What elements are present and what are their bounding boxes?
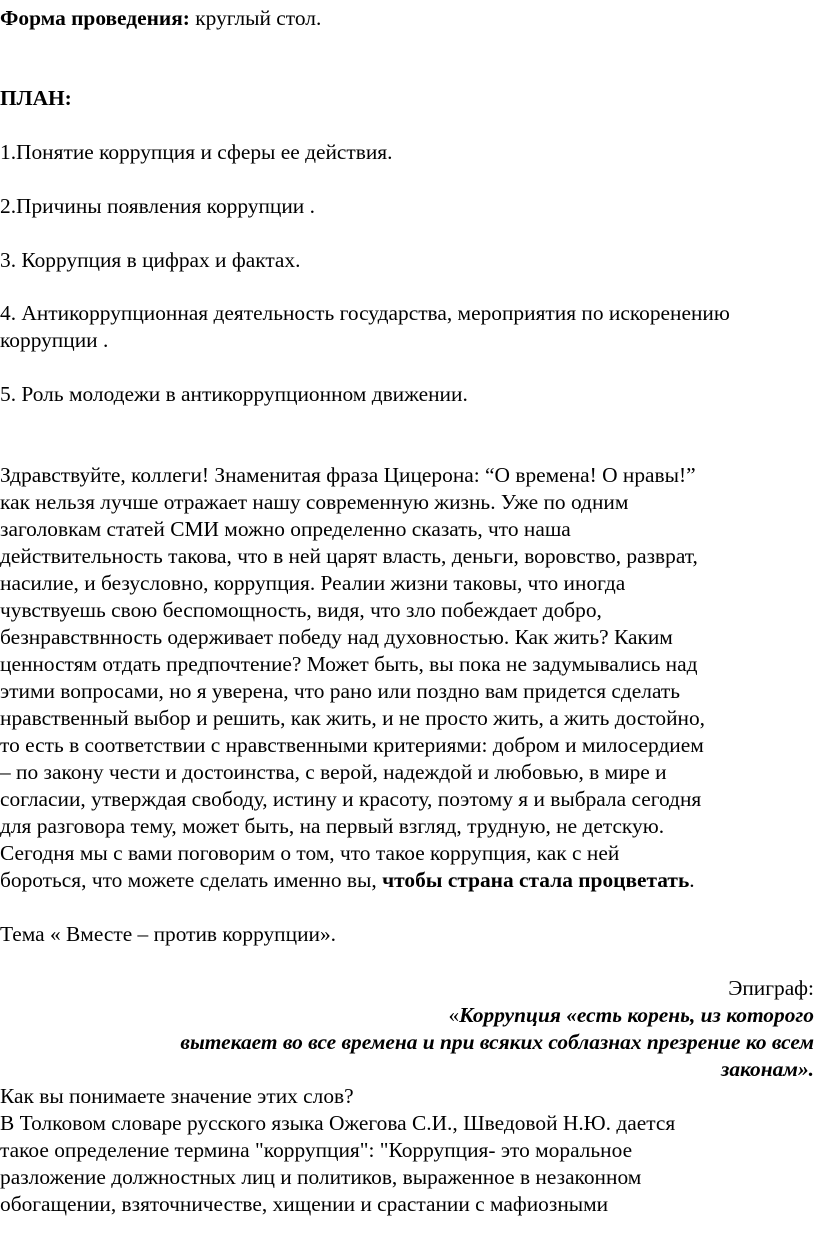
body-line: обогащении, взяточничестве, хищении и срастании с мафиозными — [0, 1192, 609, 1216]
intro-line: согласии, утверждая свободу, истину и красоту, поэтому я и выбрала сегодня — [0, 787, 702, 811]
intro-line: ценностям отдать предпочтение? Может быть, вы пока не задумывались над — [0, 652, 698, 676]
epigraph-line-2: вытекает во все времена и при всяких соблазнах презрение ко всем — [180, 1030, 814, 1054]
body-line: В Толковом словаре русского языка Ожегова С.И., Шведовой Н.Ю. дается — [0, 1111, 676, 1135]
intro-line: безнравствнность одерживает победу над духовностью. Как жить? Каким — [0, 625, 673, 649]
intro-line: для разговора тему, может быть, на первый взгляд, трудную, не детскую. — [0, 814, 665, 838]
intro-last-plain: бороться, что можете сделать именно вы, — [0, 868, 383, 892]
plan-item-5: 5. Роль молодежи в антикоррупционном движении. — [0, 382, 468, 406]
intro-line: действительность такова, что в ней царят власть, деньги, воровство, разврат, — [0, 544, 698, 568]
intro-line: заголовкам статей СМИ можно определенно сказать, что наша — [0, 517, 571, 541]
form-value: круглый стол. — [189, 6, 322, 30]
epigraph-text-1: Коррупция «есть корень, из которого — [459, 1003, 814, 1027]
intro-line: чувствуешь свою беспомощность, видя, что зло побеждает добро, — [0, 598, 602, 622]
intro-line: нравственный выбор и решить, как жить, и не просто жить, а жить достойно, — [0, 706, 706, 730]
intro-line: этими вопросами, но я уверена, что рано или поздно вам придется сделать — [0, 679, 681, 703]
plan-item-3: 3. Коррупция в цифрах и фактах. — [0, 248, 301, 272]
intro-line: Здравствуйте, коллеги! Знаменитая фраза Цицерона: “О времена! О нравы!” — [0, 463, 696, 487]
intro-line: насилие, и безусловно, коррупция. Реалии жизни таковы, что иногда — [0, 571, 626, 595]
epigraph-line-1 — [448, 1005, 814, 1026]
plan-item-4-cont: коррупции . — [0, 328, 109, 352]
body-line: разложение должностных лиц и политиков, выраженное в незаконном — [0, 1165, 642, 1189]
intro-line: – по закону чести и достоинства, с верой, надеждой и любовью, в мире и — [0, 760, 667, 784]
intro-line: то есть в соответствии с нравственными критериями: добром и милосердием — [0, 733, 704, 757]
body-line: Как вы понимаете значение этих слов? — [0, 1084, 354, 1108]
theme-line: Тема « Вместе – против коррупции». — [0, 922, 337, 946]
intro-line: как нельзя лучше отражает нашу современную жизнь. Уже по одним — [0, 490, 629, 514]
epigraph-line-3: законам». — [720, 1057, 814, 1081]
form-line — [0, 8, 321, 29]
intro-last-line — [0, 870, 695, 891]
plan-title: ПЛАН: — [0, 86, 72, 110]
intro-last-end: . — [689, 868, 695, 892]
epigraph-open-quote: « — [448, 1003, 460, 1027]
epigraph-label: Эпиграф: — [728, 976, 814, 1000]
body-line: такое определение термина "коррупция": "Коррупция- это моральное — [0, 1138, 633, 1162]
plan-item-2: 2.Причины появления коррупции . — [0, 194, 315, 218]
form-label: Форма проведения: — [0, 6, 190, 30]
intro-line: Сегодня мы с вами поговорим о том, что такое коррупция, как с ней — [0, 841, 620, 865]
plan-item-1: 1.Понятие коррупция и сферы ее действия. — [0, 140, 393, 164]
intro-last-bold: чтобы страна стала процветать — [382, 868, 690, 892]
plan-item-4: 4. Антикоррупционная деятельность государства, мероприятия по искоренению — [0, 301, 730, 325]
